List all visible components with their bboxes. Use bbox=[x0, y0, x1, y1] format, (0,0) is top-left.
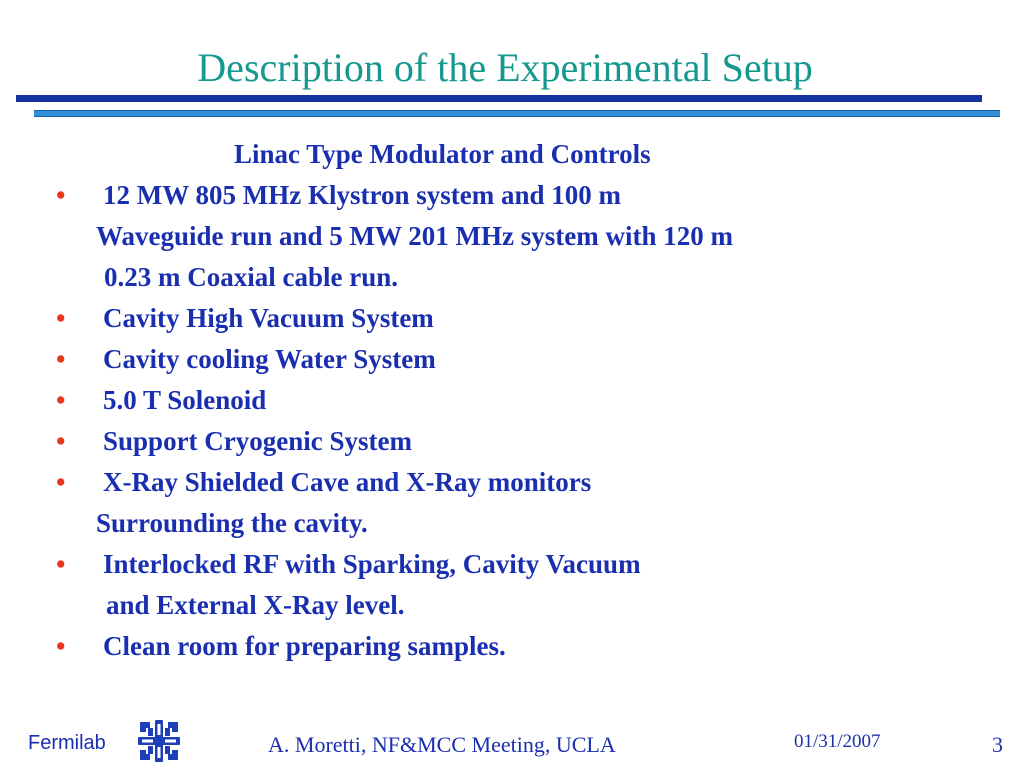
footer-presenter: A. Moretti, NF&MCC Meeting, UCLA bbox=[268, 732, 616, 757]
footer-organization: Fermilab bbox=[28, 732, 106, 754]
bullet-marker: • bbox=[56, 426, 66, 456]
bullet-item-cryogenic: Support Cryogenic System bbox=[103, 426, 412, 456]
bullet-marker: • bbox=[56, 631, 66, 661]
page-number: 3 bbox=[992, 732, 1003, 757]
bullet-item-vacuum: Cavity High Vacuum System bbox=[103, 303, 434, 333]
bullet-item-interlocked-rf-continued: and External X-Ray level. bbox=[106, 590, 405, 620]
bullet-marker: • bbox=[56, 180, 66, 210]
bullet-item-klystron-805: 12 MW 805 MHz Klystron system and 100 m bbox=[103, 180, 621, 210]
bullet-marker: • bbox=[56, 467, 66, 497]
bullet-marker: • bbox=[56, 303, 66, 333]
bullet-item-xray-cave: X-Ray Shielded Cave and X-Ray monitors bbox=[103, 467, 592, 497]
section-heading: Linac Type Modulator and Controls bbox=[234, 139, 651, 169]
bullet-marker: • bbox=[56, 549, 66, 579]
bullet-item-solenoid: 5.0 T Solenoid bbox=[103, 385, 267, 415]
bullet-item-klystron-805-continued: Waveguide run and 5 MW 201 MHz system with 120 m bbox=[96, 221, 734, 251]
footer-date: 01/31/2007 bbox=[794, 731, 881, 752]
bullet-marker: • bbox=[56, 344, 66, 374]
fermilab-logo-icon bbox=[134, 716, 184, 766]
title-rule-light bbox=[34, 110, 1000, 117]
title-rule-dark bbox=[16, 95, 982, 102]
bullet-item-clean-room: Clean room for preparing samples. bbox=[103, 631, 506, 661]
bullet-marker: • bbox=[56, 385, 66, 415]
slide-title: Description of the Experimental Setup bbox=[197, 45, 813, 90]
bullet-item-interlocked-rf: Interlocked RF with Sparking, Cavity Vacuum bbox=[103, 549, 641, 579]
bullet-item-coaxial-cable: 0.23 m Coaxial cable run. bbox=[104, 262, 398, 292]
bullet-item-xray-cave-continued: Surrounding the cavity. bbox=[96, 508, 368, 538]
bullet-item-cooling: Cavity cooling Water System bbox=[103, 344, 436, 374]
